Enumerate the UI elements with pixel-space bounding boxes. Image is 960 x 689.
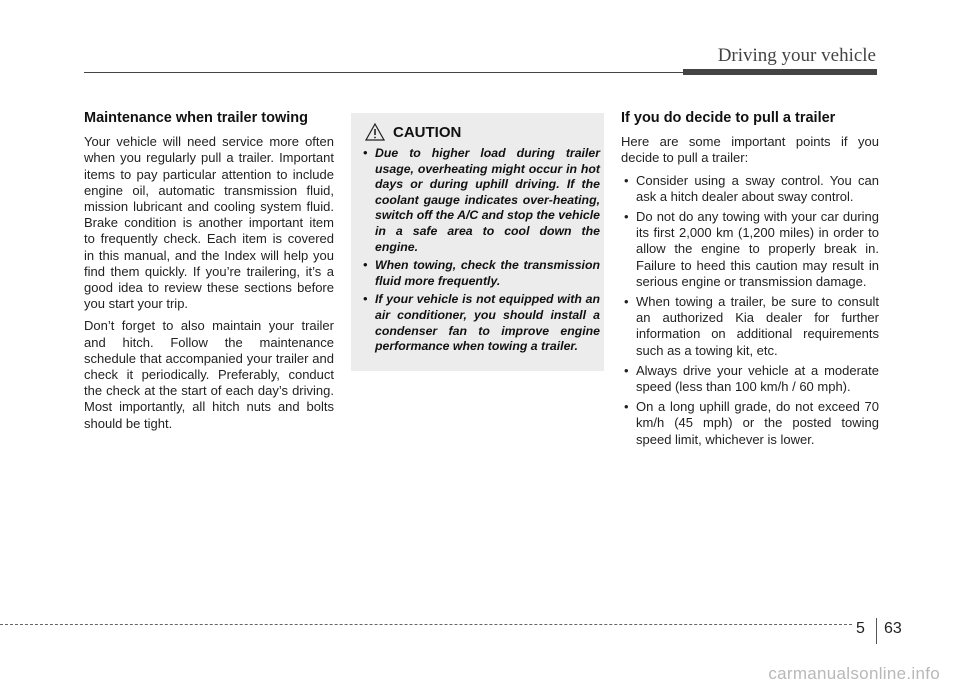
trailer-heading: If you do decide to pull a trailer: [621, 110, 836, 126]
caution-header: [365, 123, 461, 141]
section-header-title: Driving your vehicle: [717, 45, 876, 66]
list-item: • Consider using a sway control. You can ask a hitch dealer about sway control.: [621, 173, 879, 205]
left-column: [84, 110, 334, 438]
caution-box: [351, 113, 604, 371]
right-column: [621, 110, 879, 452]
list-item: • Do not do any towing with your car during its first 2,000 km (1,200 miles) in order to allow the engine to properly break in. Failure to heed this caution may result in serious engine or transmission damage.: [621, 209, 879, 290]
header-divider-thick: [683, 69, 877, 75]
page-number: 63: [884, 620, 902, 637]
trailer-intro: Here are some important points if you decide to pull a trailer:: [621, 134, 879, 166]
watermark: carmanualsonline.info: [768, 664, 940, 683]
list-item: • Always drive your vehicle at a moderate speed (less than 100 km/h / 60 mph).: [621, 363, 879, 395]
maintenance-paragraph: Don’t forget to also maintain your trailer and hitch. Follow the maintenance schedule that accompanied your trailer and check it periodically. Preferably, conduct the check at the start of each day’s driving. Most importantly, all hitch nuts and bolts should be tight.: [84, 318, 334, 431]
list-item: • When towing a trailer, be sure to consult an authorized Kia dealer for further information on additional requirements such as a towing kit, etc.: [621, 294, 879, 359]
caution-item: • When towing, check the transmission fluid more frequently.: [360, 258, 600, 289]
caution-title: CAUTION: [393, 123, 462, 141]
maintenance-paragraph: Your vehicle will need service more often when you regularly pull a trailer. Important items to pay particular attention to include engine oil, automatic transmission fluid, mission lubricant and cooling system fluid. Brake condition is another important item to frequently check. Each item is covered in this manual, and the Index will help you find them quickly. If you’re trailering, it’s a good idea to review these sections before you start your trip.: [84, 134, 334, 312]
header-divider-thin: [84, 72, 684, 73]
maintenance-heading: Maintenance when trailer towing: [84, 110, 308, 126]
section-number: 5: [856, 620, 865, 637]
trailer-tips-list: [621, 173, 879, 448]
warning-triangle-icon: [365, 123, 385, 141]
page-number-separator: [876, 618, 877, 644]
footer-dashed-rule: [0, 624, 852, 625]
caution-item: • Due to higher load during trailer usage, overheating might occur in hot days or during uphill driving. If the coolant gauge indicates over-heating, switch off the A/C and stop the vehicle in a safe area to cool down the engine.: [360, 146, 600, 255]
caution-item: • If your vehicle is not equipped with an air conditioner, you should install a condenser fan to improve engine performance when towing a trailer.: [360, 292, 600, 354]
list-item: • On a long uphill grade, do not exceed 70 km/h (45 mph) or the posted towing speed limit, whichever is lower.: [621, 399, 879, 448]
caution-list: [360, 146, 600, 358]
